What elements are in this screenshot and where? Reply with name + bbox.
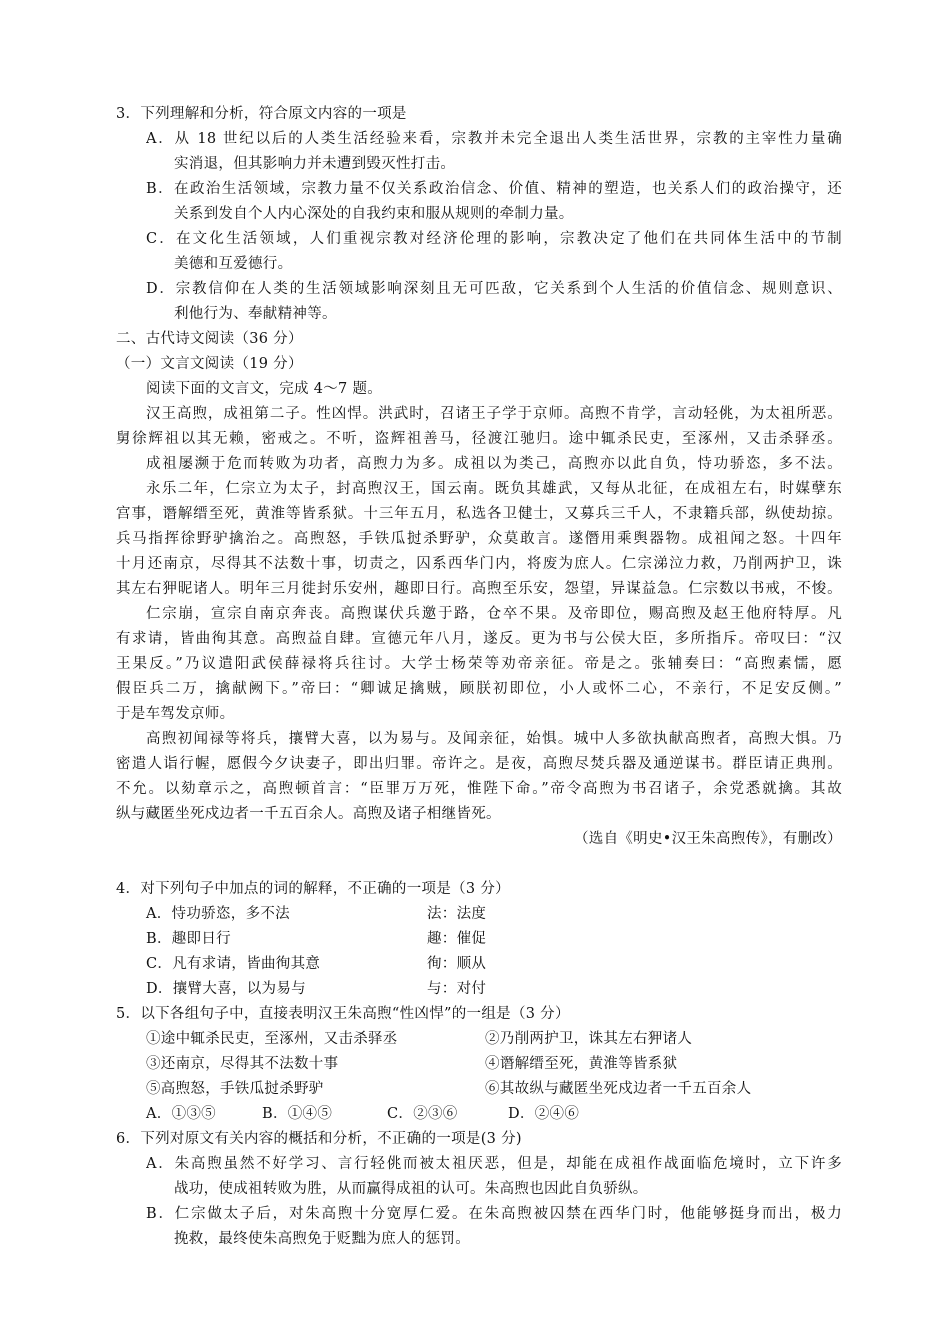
q3-option-a-line2: 实消退，但其影响力并未遭到毁灭性打击。 [174, 156, 456, 172]
section-title: 二、古代诗文阅读（36 分） [116, 331, 303, 347]
q5-item-1: ①途中辄杀民吏，至涿州，又击杀驿丞 [146, 1031, 398, 1047]
q6-option-b-line2: 挽救，最终使朱高煦免于贬黜为庶人的惩罚。 [174, 1231, 470, 1247]
q6-option-a-line1: A．朱高煦虽然不好学习、言行轻佻而被太祖厌恶，但是，却能在成祖作战面临危境时，立下许多 [146, 1156, 842, 1172]
q3-option-d-line1: D．宗教信仰在人类的生活领域影响深刻且无可匹敌，它关系到个人生活的价值信念、规则意识、 [146, 281, 842, 297]
passage-line: 王果反。”乃议遣阳武侯薛禄将兵往讨。大学士杨荣等劝帝亲征。帝是之。张辅奏曰：“高煦素懦，愿 [116, 656, 842, 672]
q5-item-4: ④谮解缙至死，黄淮等皆系狱 [485, 1056, 678, 1072]
q3-option-a-line1: A．从 18 世纪以后的人类生活经验来看，宗教并未完全退出人类生活世界，宗教的主宰性力量确 [146, 131, 842, 147]
q3-option-b-line2: 关系到发自个人内心深处的自我约束和服从规则的牵制力量。 [174, 206, 574, 222]
q4-option-b-gloss: 趣：催促 [427, 931, 487, 947]
passage-line: 十月还南京，尽得其不法数十事，切责之，囚系西华门内，将废为庶人。仁宗涕泣力救，乃削两护卫，诛 [116, 556, 842, 572]
passage-line: 纵与藏匿坐死戍边者一千五百余人。高煦及诸子相继皆死。 [116, 806, 501, 822]
passage-line: 成祖屡濒于危而转败为功者，高煦力为多。成祖以为类己，高煦亦以此自负，恃功骄恣，多不法。 [146, 456, 842, 472]
passage-line: 密遣人诣行幄，愿假今夕诀妻子，即出归罪。帝许之。是夜，高煦尽焚兵器及通逆谋书。群臣请正典刑。 [116, 756, 842, 772]
q5-item-2: ②乃削两护卫，诛其左右狎诸人 [485, 1031, 693, 1047]
q4-option-a: A．恃功骄恣，多不法 [146, 906, 290, 922]
q3-option-b-line1: B．在政治生活领域，宗教力量不仅关系政治信念、价值、精神的塑造，也关系人们的政治操守，还 [146, 181, 842, 197]
passage-line: 不允。以劾章示之，高煦顿首言：“臣罪万万死，惟陛下命。”帝令高煦为书召诸子，余党悉就擒。其故 [116, 781, 842, 797]
passage-line: 舅徐辉祖以其无赖，密戒之。不听，盗辉祖善马，径渡江驰归。途中辄杀民吏，至涿州，又击杀驿丞。 [116, 431, 842, 447]
subsection-title: （一）文言文阅读（19 分） [116, 356, 303, 372]
q4-option-a-gloss: 法：法度 [427, 906, 487, 922]
q4-option-b: B．趣即日行 [146, 931, 231, 947]
q4-option-c-gloss: 徇：顺从 [427, 956, 487, 972]
reading-instruction: 阅读下面的文言文，完成 4～7 题。 [146, 381, 383, 397]
passage-source: （选自《明史•汉王朱高煦传》，有删改） [573, 831, 842, 847]
q4-option-d-gloss: 与：对付 [427, 981, 487, 997]
q6-option-a-line2: 战功，使成祖转败为胜，从而赢得成祖的认可。朱高煦也因此自负骄纵。 [174, 1181, 648, 1197]
q4-option-d: D．攘臂大喜，以为易与 [146, 981, 306, 997]
q6-option-b-line1: B．仁宗做太子后，对朱高煦十分宽厚仁爱。在朱高煦被囚禁在西华门时，他能够挺身而出，极力 [146, 1206, 842, 1222]
q3-stem: 3．下列理解和分析，符合原文内容的一项是 [116, 106, 407, 122]
q5-choice-b: B．①④⑤ [262, 1106, 333, 1122]
passage-line: 仁宗崩，宣宗自南京奔丧。高煦谋伏兵邀于路，仓卒不果。及帝即位，赐高煦及赵王他府特厚。凡 [146, 606, 842, 622]
q5-item-3: ③还南京，尽得其不法数十事 [146, 1056, 339, 1072]
q5-choice-c: C．②③⑥ [387, 1106, 458, 1122]
q4-option-c: C．凡有求请，皆曲徇其意 [146, 956, 321, 972]
q6-stem: 6．下列对原文有关内容的概括和分析，不正确的一项是(3 分) [116, 1131, 522, 1147]
q3-option-c-line2: 美德和互爱德行。 [174, 256, 293, 272]
q5-choice-d: D．②④⑥ [508, 1106, 580, 1122]
q3-option-d-line2: 利他行为、奉献精神等。 [174, 306, 337, 322]
passage-line: 高煦初闻禄等将兵，攘臂大喜，以为易与。及闻亲征，始惧。城中人多欲执献高煦者，高煦大惧。乃 [146, 731, 842, 747]
passage-line: 宫事，谮解缙至死，黄淮等皆系狱。十三年五月，私选各卫健士，又募兵三千人，不隶籍兵部，纵使劫掠。 [116, 506, 842, 522]
passage-line: 于是车驾发京师。 [116, 706, 235, 722]
q5-choice-a: A．①③⑤ [146, 1106, 216, 1122]
q5-item-5: ⑤高煦怒，手铁瓜挝杀野驴 [146, 1081, 324, 1097]
passage-line: 兵马指挥徐野驴擒治之。高煦怒，手铁瓜挝杀野驴，众莫敢言。遂僭用乘舆器物。成祖闻之怒。十四年 [116, 531, 842, 547]
q4-stem: 4．对下列句子中加点的词的解释，不正确的一项是（3 分） [116, 881, 510, 897]
passage-line: 其左右狎昵诸人。明年三月徙封乐安州，趣即日行。高煦至乐安，怨望，异谋益急。仁宗数以书戒，不悛。 [116, 581, 842, 597]
passage-line: 永乐二年，仁宗立为太子，封高煦汉王，国云南。既负其雄武，又每从北征，在成祖左右，时媒孽东 [146, 481, 842, 497]
q5-item-6: ⑥其故纵与藏匿坐死戍边者一千五百余人 [485, 1081, 752, 1097]
q3-option-c-line1: C．在文化生活领域，人们重视宗教对经济伦理的影响，宗教决定了他们在共同体生活中的节制 [146, 231, 842, 247]
passage-line: 汉王高煦，成祖第二子。性凶悍。洪武时，召诸王子学于京师。高煦不肯学，言动轻佻，为太祖所恶。 [146, 406, 842, 422]
passage-line: 假臣兵二万，擒献阙下。”帝曰：“卿诚足擒贼，顾朕初即位，小人或怀二心，不亲行，不足安反侧。” [116, 681, 842, 697]
q5-stem: 5．以下各组句子中，直接表明汉王朱高煦“性凶悍”的一组是（3 分） [116, 1006, 570, 1022]
passage-line: 有求请，皆曲徇其意。高煦益自肆。宣德元年八月，遂反。更为书与公侯大臣，多所指斥。帝叹曰：“汉 [116, 631, 842, 647]
